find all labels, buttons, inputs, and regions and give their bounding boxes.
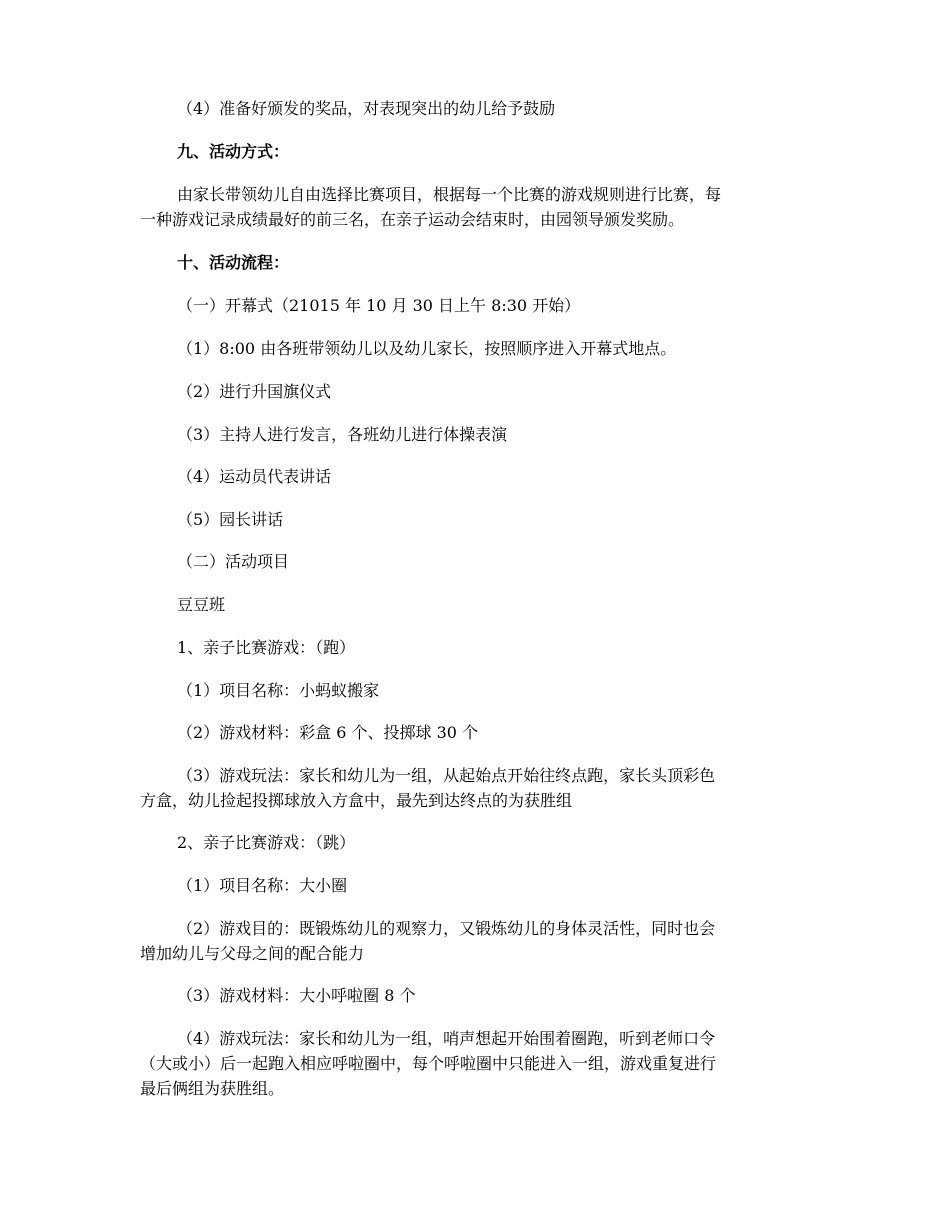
paragraph-opening: （一）开幕式（21015 年 10 月 30 日上午 8:30 开始） [177,296,581,315]
paragraph-game-2-goal-line2: 增加幼儿与父母之间的配合能力 [140,944,365,963]
paragraph-game-2: 2、亲子比赛游戏：（跳） [177,833,356,852]
paragraph-class-name: 豆豆班 [177,595,226,614]
paragraph-game-1-name: （1）项目名称：小蚂蚁搬家 [177,681,380,700]
paragraph-activity-items: （二）活动项目 [177,552,290,571]
paragraph-game-2-rules-line2: （大或小）后一起跑入相应呼啦圈中，每个呼啦圈中只能进入一组，游戏重复进行 [140,1054,717,1073]
paragraph-method-line1: 由家长带领幼儿自由选择比赛项目，根据每一个比赛的游戏规则进行比赛，每 [177,185,722,204]
paragraph-game-2-goal-line1: （2）游戏目的：既锻炼幼儿的观察力，又锻炼幼儿的身体灵活性，同时也会 [177,919,716,938]
paragraph-step-5: （5）园长讲话 [177,510,284,529]
heading-activity-method: 九、活动方式： [177,142,290,161]
paragraph-game-2-rules-line3: 最后俩组为获胜组。 [140,1079,285,1098]
paragraph-method-line2: 一种游戏记录成绩最好的前三名，在亲子运动会结束时，由园领导颁发奖励。 [140,210,685,229]
paragraph-game-1: 1、亲子比赛游戏：（跑） [177,638,356,657]
heading-activity-process: 十、活动流程： [177,253,290,272]
paragraph-game-2-rules-line1: （4）游戏玩法：家长和幼儿为一组，哨声想起开始围着圈跑，听到老师口令 [177,1029,716,1048]
paragraph-step-2: （2）进行升国旗仪式 [177,382,332,401]
paragraph-game-1-rules-line1: （3）游戏玩法：家长和幼儿为一组，从起始点开始往终点跑，家长头顶彩色 [177,766,716,785]
paragraph-prizes: （4）准备好颁发的奖品，对表现突出的幼儿给予鼓励 [177,99,556,118]
paragraph-game-1-rules-line2: 方盒，幼儿捡起投掷球放入方盒中，最先到达终点的为获胜组 [140,791,573,810]
paragraph-game-1-materials: （2）游戏材料：彩盒 6 个、投掷球 30 个 [177,723,479,742]
paragraph-step-3: （3）主持人进行发言，各班幼儿进行体操表演 [177,425,508,444]
paragraph-step-4: （4）运动员代表讲话 [177,467,332,486]
paragraph-game-2-materials: （3）游戏材料：大小呼啦圈 8 个 [177,986,416,1005]
paragraph-step-1: （1）8:00 由各班带领幼儿以及幼儿家长，按照顺序进入开幕式地点。 [177,339,677,358]
paragraph-game-2-name: （1）项目名称：大小圈 [177,876,348,895]
